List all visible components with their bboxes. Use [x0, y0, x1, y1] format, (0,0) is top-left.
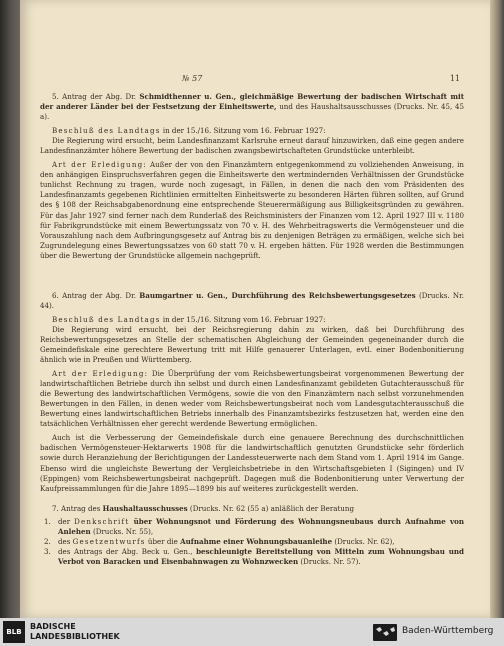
- item-5-heading: 5. Antrag der Abg. Dr. Schmidthenner u. Gen., gleichmäßige Bewertung der badischen Wirtschaft mit der anderer Länder bei der Festsetzung der Einheitswerte, und des Haushaltsausschusses (Drucks. Nr. 45, 45 a).: [40, 92, 464, 122]
- item-6-extra-paragraph: Auch ist die Verbesserung der Gemeindefiskale durch eine genauere Berechnung des durchschnittlichen badischen Vermögensteuer-Hektarwerts 1908 für die landwirtschaftlich genutzten Grundstücke sehr förderlich sowie durch Heranziehung der Berichtigungen der Landessteuerwerte nach dem Stand vom 1. April 1914 im Gange. Ebenso wird die ungleichste Bewertung der Vergleichsbetriebe in den Wirtschaftsgebieten I (Sigingen) und IV (Eppingen) vom Reichsbewertungsbeirat nachgeprüft. Dagegen muß die Bodenbonitierung unter Verwertung der Kaufpreissammlungen für die Jahre 1895—1899 bis auf weiteres zurückgestellt werden.: [40, 433, 464, 493]
- page-header: [20, 74, 490, 86]
- blb-logo[interactable]: BLB: [3, 621, 25, 643]
- item-6-beschluss-body: Die Regierung wird ersucht, bei der Reichsregierung dahin zu wirken, daß bei Durchführung des Reichsbewertungsgesetzes an Stelle der schematischen Abgleichung der Gemeinden gegeneinander durch die Gemeindefiskale eine gerechtere Bewertung tritt mit Hilfe genauerer Unterlagen, evtl. einer Bodenbonitierung ähnlich wie in Preußen und Württemberg.: [40, 324, 464, 365]
- item-5-beschluss-line: Beschluß des Landtags in der 15./16. Sitzung vom 16. Februar 1927:: [52, 126, 326, 136]
- document-page: [20, 0, 490, 618]
- list-item: 3. des Antrags der Abg. Beck u. Gen., beschleunigte Bereitstellung von Mitteln zum Wohnungsbau und Verbot von Baracken und Eisenbahnwagen zu Wohnzwecken (Drucks. Nr. 57).: [44, 546, 464, 566]
- book-spine: [0, 0, 20, 618]
- item-7-list: [40, 517, 464, 567]
- item-6-heading: 6. Antrag der Abg. Dr. Baumgartner u. Gen., Durchführung des Reichsbewertungsgesetzes (Drucks. Nr. 44).: [40, 290, 464, 310]
- library-name: BADISCHE LANDESBIBLIOTHEK: [30, 622, 120, 641]
- list-item: 2. des Gesetzentwurfs über die Aufnahme einer Wohnungsbauanleihe (Drucks. Nr. 62),: [44, 536, 395, 546]
- coat-of-arms-icon: [372, 621, 398, 643]
- issue-number: № 57: [182, 74, 203, 83]
- item-5-erledigung: Art der Erledigung: Außer der von den Finanzämtern entgegenkommend zu vollziehenden Anweisung, in den anhängigen Einspruchsverfahren gegen die Einheitswerte den wertmindernden Verhältnissen der Grundstücke tunlichst Rechnung zu tragen, wurde noch zugesagt, in Fällen, in denen die nach den vom Präsidenten des Landesfinanzamts gegebenen Richtlinien ermittelten Einheitswerte zu besonderen Härten führen sollten, auf Grund des § 108 der Reichsabgabenordnung eine entsprechende Steuerermäßigung aus Billigkeitsgründen zu gewähren. Für das Jahr 1927 sind ferner nach dem Runderlaß des Reichsministers der Finanzen vom 12. April 1927 III v. 1180 für Fabrikgrundstücke mit einem Bewertungssatz von 70 v. H. des Wehrbeitragswerts die Vermögensteuer und die Vorauszahlung nach dem Aufbringungsgesetz auf Antrag bis zu denjenigen Beträgen zu ermäßigen, welche sich bei Zugrundelegung eines Bewertungssatzes von 60 statt 70 v. H. ergeben hätten. Für 1928 werden die Bestimmungen über die Bewertung der Grundstücke allgemein nachgeprüft.: [40, 160, 465, 260]
- list-item: 1. der Denkschrift über Wohnungsnot und Förderung des Wohnungsneubaus durch Aufnahme von Anlehen (Drucks. Nr. 55),: [44, 516, 464, 536]
- document-body: [40, 92, 464, 567]
- page-edge: [490, 0, 504, 618]
- item-6-beschluss-line: Beschluß des Landtags in der 15./16. Sitzung vom 16. Februar 1927:: [52, 314, 326, 324]
- item-6-erledigung: Art der Erledigung: Die Überprüfung der vom Reichsbewertungsbeirat vorgenommenen Bewertung der landwirtschaftlichen Betriebe durch ihn selbst und durch einen Landesfinanzamt gebildeten Gutachterausschuß für die Bewertung des landwirtschaftlichen Vermögens, sowie die von den Finanzämtern nach selbst vorzunehmenden Bewertungen in den Fällen, in denen weder vom Reichsbewertungsbeirat noch vom Landesgutachterausschuß die Bewertung eines landwirtschaftlichen Betriebs innerhalb des Finanzamtsbezirks festzusetzen hat, werden eine den tatsächlichen Verhältnissen eher gerecht werdende Bewertung ermöglichen.: [40, 369, 465, 429]
- page-number: 11: [449, 74, 460, 83]
- partner-name: Baden-Württemberg: [402, 626, 494, 636]
- viewer-footer: [0, 618, 504, 646]
- item-7-heading: 7. Antrag des Haushaltausschusses (Drucks. Nr. 62 (55 a) anläßlich der Beratung: [52, 503, 354, 513]
- item-5-beschluss-body: Die Regierung wird ersucht, beim Landesfinanzamt Karlsruhe erneut darauf hinzuwirken, daß eine gegen andere Landesfinanzämter höhere Bewertung der badischen zwangsbewirtschafteten Grundstücke unterbleibt.: [40, 136, 464, 156]
